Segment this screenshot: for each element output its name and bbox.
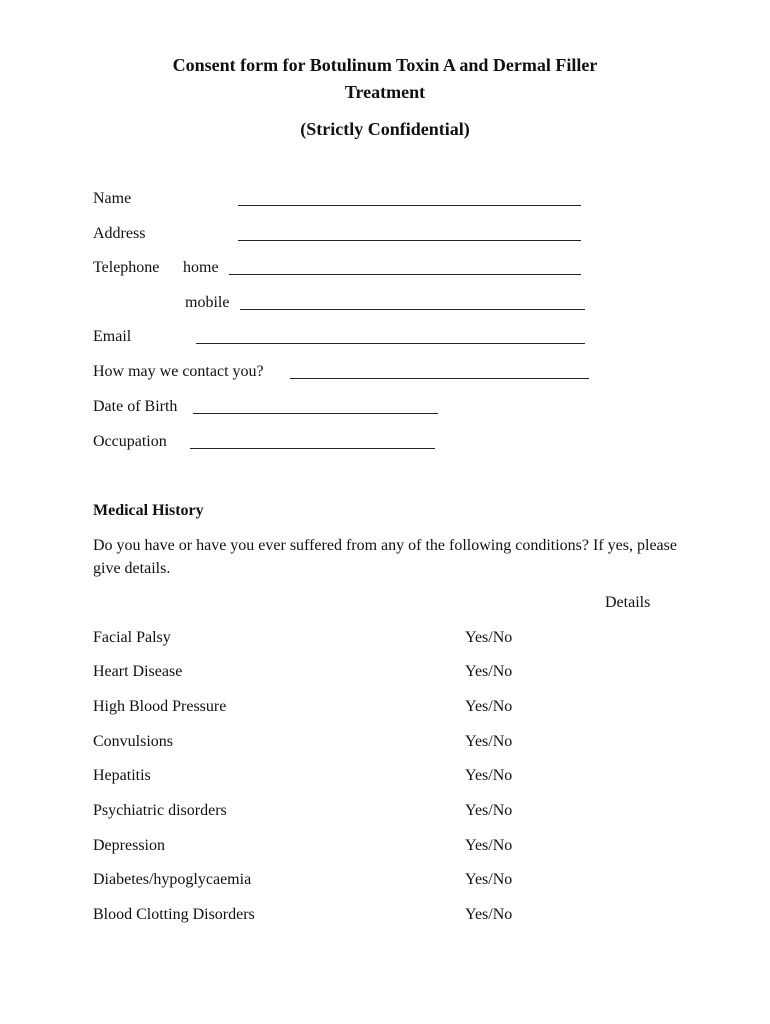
form-title-line-2: Treatment [344, 82, 426, 102]
condition-answer[interactable]: Yes/No [465, 906, 513, 923]
confidential-subtitle: (Strictly Confidential) [300, 119, 470, 139]
condition-answer[interactable]: Yes/No [465, 767, 513, 784]
details-column-header: Details [605, 594, 651, 611]
occupation-label: Occupation [93, 433, 167, 450]
condition-answer[interactable]: Yes/No [465, 733, 513, 750]
condition-answer[interactable]: Yes/No [465, 663, 513, 680]
condition-answer[interactable]: Yes/No [465, 629, 513, 646]
medical-history-question: Do you have or have you ever suffered from any of the following conditions? If yes, please give details. [93, 537, 677, 577]
condition-label: Psychiatric disorders [93, 802, 227, 819]
email-field[interactable] [196, 343, 585, 344]
condition-label: Diabetes/hypoglycaemia [93, 871, 252, 888]
address-field[interactable] [238, 240, 581, 241]
contact-method-field[interactable] [290, 378, 589, 379]
condition-label: Blood Clotting Disorders [93, 906, 255, 923]
mobile-phone-field[interactable] [240, 309, 585, 310]
condition-label: Facial Palsy [93, 629, 171, 646]
home-phone-field[interactable] [229, 274, 581, 275]
contact-method-label: How may we contact you? [93, 363, 264, 380]
occupation-field[interactable] [190, 448, 435, 449]
condition-label: Convulsions [93, 733, 174, 750]
condition-label: Hepatitis [93, 767, 151, 784]
condition-answer[interactable]: Yes/No [465, 871, 513, 888]
form-title-line-1: Consent form for Botulinum Toxin A and Dermal Filler [172, 55, 598, 75]
home-phone-label: home [183, 259, 219, 276]
address-label: Address [93, 225, 146, 242]
date-of-birth-label: Date of Birth [93, 398, 178, 415]
condition-label: Heart Disease [93, 663, 183, 680]
telephone-label: Telephone [93, 259, 160, 276]
medical-history-heading: Medical History [93, 502, 204, 519]
name-field[interactable] [238, 205, 581, 206]
condition-answer[interactable]: Yes/No [465, 698, 513, 715]
condition-answer[interactable]: Yes/No [465, 802, 513, 819]
name-label: Name [93, 190, 132, 207]
mobile-phone-label: mobile [185, 294, 230, 311]
date-of-birth-field[interactable] [193, 413, 438, 414]
email-label: Email [93, 328, 132, 345]
condition-label: High Blood Pressure [93, 698, 227, 715]
condition-label: Depression [93, 837, 165, 854]
condition-answer[interactable]: Yes/No [465, 837, 513, 854]
